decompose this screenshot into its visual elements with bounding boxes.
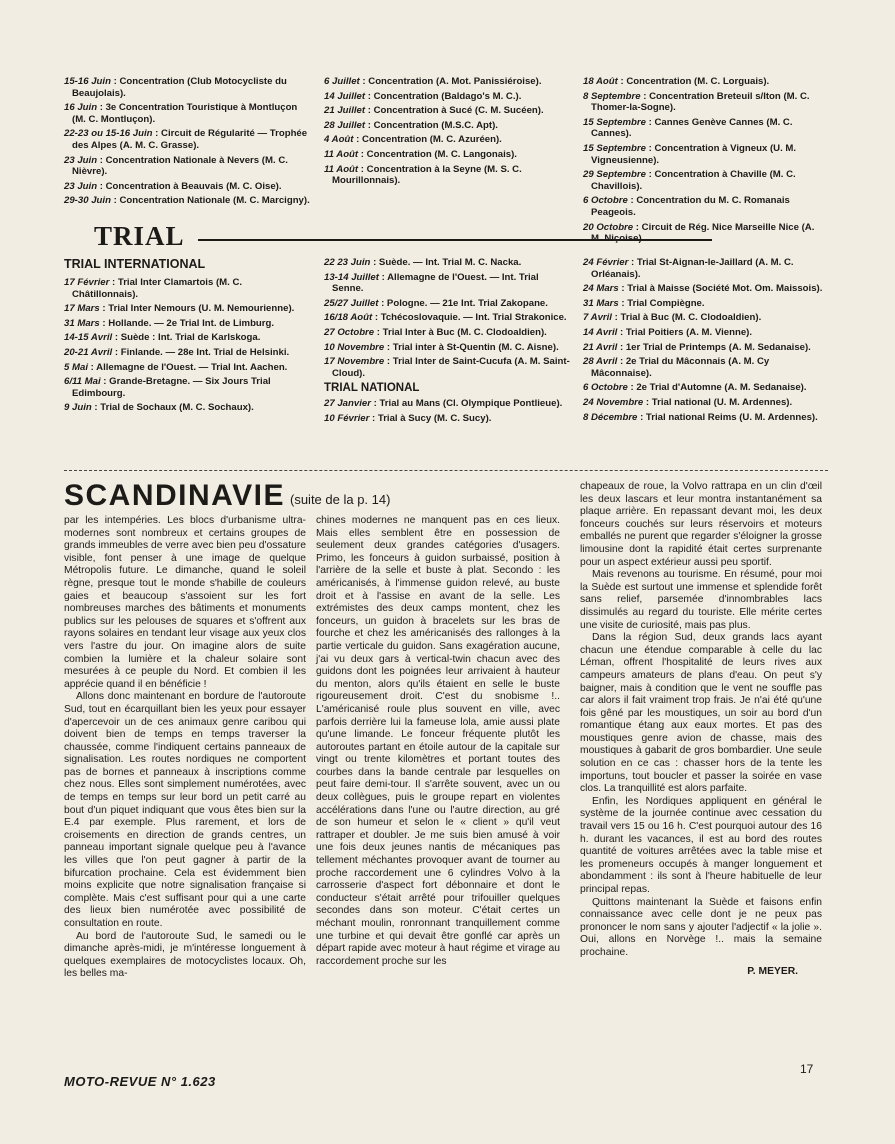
entry-date: 5 Mai xyxy=(64,361,88,373)
entry-date: 4 Août xyxy=(324,134,354,146)
entry-text: : Grande-Bretagne. — Six Jours Trial Edimbourg. xyxy=(72,376,271,399)
entry-date: 10 Février xyxy=(324,412,370,424)
entry-date: 31 Mars xyxy=(64,317,100,329)
calendar-entry xyxy=(64,155,310,178)
entry-text: : Allemagne de l'Ouest. — Trial Int. Aachen. xyxy=(88,361,288,373)
calendar-entry xyxy=(324,312,570,324)
entry-date: 22 23 Juin xyxy=(324,257,371,268)
entry-date: 24 Mars xyxy=(583,283,619,295)
entry-date: 25/27 Juillet xyxy=(324,297,379,309)
article-paragraph: Quittons maintenant la Suède et faisons enfin connaissance avec celle dont je ne peux pas prononcer le nom sans y ajouter l'adjectif « la jolie ». Oui, allons en Norvège !.. mais la semaine prochaine. xyxy=(580,896,822,958)
entry-date: 11 Août xyxy=(324,148,359,160)
entry-text: : Suède. — Int. Trial M. C. Nacka. xyxy=(370,257,522,268)
entry-text: : Concentration (M. C. Langonais). xyxy=(358,148,517,160)
entry-date: 15 Septembre xyxy=(583,142,646,154)
calendar-entry xyxy=(64,362,310,374)
calendar-entry xyxy=(64,332,310,344)
article-paragraph: par les intempéries. Les blocs d'urbanisme ultra-modernes sont nombreux et certains groupes de grands immeubles de verre avec bien peu d'ossature visible, font penser à une image de quelque Métropolis future. Le dimanche, quand le soleil règne, presque tout le monde s'habille de couleurs gaies et beaucoup s'assoient sur les fort nombreuses marches des bâtiments et monuments publics sur les pelouses de squares et s'offrent aux rayons solaires en tendant leur visage aux yeux clos vers l'astre du jour. On imagine alors de suite combien la lumière et la chaleur solaire sont mesurées à ce peuple du Nord. Et combien il les apprécie quand il en bénéficie ! xyxy=(64,515,306,690)
entry-text: : Concentration à Vigneux (U. M. Vigneusienne). xyxy=(591,142,797,166)
entry-date: 18 Août xyxy=(583,76,618,87)
entry-text: : 1er Trial de Printemps (A. M. Sedanaise). xyxy=(617,341,811,353)
article-column-1 xyxy=(64,515,306,981)
calendar-entry xyxy=(324,120,570,132)
entry-date: 17 Novembre xyxy=(324,356,385,368)
entry-date: 6 Juillet xyxy=(324,76,360,87)
calendar-entry xyxy=(64,181,310,193)
entry-text: : Concentration (M. C. Lorguais). xyxy=(617,76,770,87)
trial-international-column-2 xyxy=(324,257,570,428)
concentration-column-3 xyxy=(583,76,823,248)
calendar-entry xyxy=(583,283,823,295)
entry-date: 10 Novembre xyxy=(324,341,385,353)
calendar-entry xyxy=(64,376,310,399)
article-paragraph: chines modernes ne manquent pas en ces lieux. Mais elles semblent être en possession de seulement deux grandes catégories d'usagers. Primo, les fonceurs à guidon surbaissé, position à l'arrière de la selle et buste à plat. Secondo : les américanisés, à l'immense guidon relevé, au buste droit et à l'assise en avant de la selle. Les extrémistes des deux camps montent, chez les fonceurs, un guidon à bracelets sur les bras de fourche et chez les américanisés des rallonges à la partie verticale du guidon. Sans exagération aucune, j'ai vu deux gars à vertical-twin chacun avec des guidons dont les poignées leur arrivaient à hauteur du menton, alors qu'ils étaient en selle le buste rigoureusement droit. C'est du snobisme !.. L'américanisé roule plus souvent en ville, avec parfois derrière lui la fameuse lola, amie aussi plate qu'une limande. Le fonceur fréquente plutôt les autoroutes partant en étoile autour de la capitale sur vingt ou trente kilomètres et portant toutes des courbes dans la bande centrale par lesquelles on peut faire demi-tour. Il s'arrête souvent, avec un ou deux collègues, puis le groupe repart en violentes accélérations dans l'une ou l'autre direction, au gré de son humeur et selon le « client » qu'il veut rattraper et doubler. Je me suis bien amusé à voir une fois deux jeunes nantis de mécaniques pas tellement méchantes provoquer avant de tourner au proche raccordement une 6 cylindres Volvo à la carrosserie d'aspect fort débonnaire et dont le conducteur s'était arrêté pour trifouiller quelques secondes dans son moteur. C'était certes un méchant moulin, ronronnant tranquillement comme une turbine et qui devait être gonflé car après un départ rapide avec moteur à haut régime et virage au raccordement proche sur les xyxy=(316,515,560,967)
calendar-entry xyxy=(583,195,823,218)
trial-national-column-3 xyxy=(583,257,823,426)
calendar-entry xyxy=(64,347,310,359)
entry-date: 28 Avril xyxy=(583,356,618,368)
entry-date: 24 Novembre xyxy=(583,396,644,408)
calendar-entry xyxy=(324,298,570,310)
entry-text: : Hollande. — 2e Trial Int. de Limburg. xyxy=(99,317,275,329)
entry-date: 21 Juillet xyxy=(324,105,366,117)
entry-text: : Tchécoslovaquie. — Int. Trial Strakonice. xyxy=(372,312,567,324)
article-paragraph: Allons donc maintenant en bordure de l'autoroute Sud, tout en écarquillant bien les yeux pour essayer d'apercevoir un de ces animaux genre caribou qui doivent bien de temps en temps traverser la chaussée, comme l'indiquent certains panneaux de signalisation. Les routes nordiques ne comportent pas de bornes et panneaux à inscriptions comme chez nous. Elles sont simplement numérotées, avec de temps en temps sur leur bord un petit carré au bout d'un piquet indiquant que vous êtes bien sur la E.4 par exemple. Plus rarement, et lors de croisements en direction de grands centres, un panneau important signale quelque peu à l'avance les villes que l'on peut gagner à partir de la bifurcation prochaine. Cela est évidemment bien moins explicite que notre signalisation française si complète. Mais c'est suffisant pour qui a une carte des lieux bien numérotée avec possibilité de consultation en route. xyxy=(64,691,306,929)
entry-date: 16 Juin xyxy=(64,102,98,114)
entry-text: : Circuit de Régularité — Trophée des Alpes (A. M. C. Grasse). xyxy=(72,128,308,151)
calendar-entry xyxy=(324,272,570,295)
entry-text: : Concentration Nationale (M. C. Marcigny). xyxy=(110,195,310,207)
entry-date: 29 Septembre xyxy=(583,169,646,181)
entry-text: : Trial inter à St-Quentin (M. C. Aisne). xyxy=(384,341,559,353)
article-subtitle: (suite de la p. 14) xyxy=(290,492,391,507)
article-paragraph: Enfin, les Nordiques appliquent en général le système de la journée continue avec cessation du travail vers 15 ou 16 h. C'est pourquoi autour des 16 h. durant les vacances, il est au bord des routes quantité de voitures arrêtées avec la table mise et les promeneurs occupés à manger longuement et abondamment : ils sont à l'heure habituelle de leur principal repas. xyxy=(580,795,822,895)
trial-international-heading: TRIAL INTERNATIONAL xyxy=(64,257,206,271)
calendar-entry xyxy=(583,382,823,394)
trial-title-rule xyxy=(198,239,712,241)
entry-date: 6 Octobre xyxy=(583,195,628,207)
entry-date: 14-15 Avril xyxy=(64,332,113,344)
entry-text: : Trial Inter de Saint-Cucufa (A. M. Saint-Cloud). xyxy=(332,356,570,379)
calendar-entry xyxy=(64,128,310,151)
calendar-entry xyxy=(324,413,570,425)
entry-date: 17 Mars xyxy=(64,303,100,315)
entry-date: 27 Janvier xyxy=(324,398,371,410)
entry-date: 20 Octobre xyxy=(583,221,634,233)
calendar-entry xyxy=(324,398,570,410)
calendar-entry xyxy=(64,402,310,414)
entry-text: : Trial de Sochaux (M. C. Sochaux). xyxy=(91,402,254,414)
entry-date: 31 Mars xyxy=(583,297,619,309)
entry-text: : Concentration (Club Motocycliste du Beaujolais). xyxy=(72,76,287,99)
entry-text: : Cannes Genève Cannes (M. C. Cannes). xyxy=(591,116,793,140)
entry-text: : Concentration à Chaville (M. C. Chavillois). xyxy=(591,169,796,192)
calendar-entry xyxy=(324,134,570,146)
calendar-entry xyxy=(583,169,823,192)
calendar-entry xyxy=(583,257,823,280)
calendar-entry xyxy=(583,298,823,310)
article-paragraph: chapeaux de roue, la Volvo rattrapa en un clin d'œil les deux lascars et leur montra instantanément sa plaque arrière. En repassant devant moi, les deux fonceurs couchés sur leurs réservoirs et moteurs emballés ne purent que regarder s'éloigner la grosse limousine dont la rapidité était certes surprenante pour un aspect extérieur aussi peu sportif. xyxy=(580,481,822,568)
calendar-entry xyxy=(64,76,310,99)
entry-text: : Trial à Buc (M. C. Clodoaldien). xyxy=(611,312,762,324)
article-title: SCANDINAVIE xyxy=(64,479,285,512)
calendar-entry xyxy=(324,105,570,117)
entry-date: 17 Février xyxy=(64,277,110,288)
entry-date: 6/11 Mai xyxy=(64,376,101,388)
entry-text: : Trial à Maisse (Société Mot. Om. Maissois). xyxy=(618,283,823,295)
calendar-entry xyxy=(583,412,823,424)
entry-date: 8 Septembre xyxy=(583,90,641,102)
entry-text: : Trial au Mans (Cl. Olympique Pontlieue). xyxy=(370,398,563,410)
entry-text: : 3e Concentration Touristique à Montluçon (M. C. Montluçon). xyxy=(72,102,298,125)
page-number: 17 xyxy=(800,1062,814,1076)
article-signature: P. MEYER. xyxy=(747,965,798,977)
section-divider xyxy=(64,470,828,471)
entry-date: 27 Octobre xyxy=(324,326,375,338)
entry-text: : Trial national Reims (U. M. Ardennes). xyxy=(637,411,818,423)
entry-text: : Concentration Nationale à Nevers (M. C. Nièvre). xyxy=(72,154,288,178)
entry-date: 29-30 Juin xyxy=(64,195,111,207)
calendar-entry xyxy=(324,342,570,354)
entry-date: 16/18 Août xyxy=(324,312,373,324)
calendar-entry xyxy=(324,76,570,88)
entry-text: : Concentration (M.S.C. Apt). xyxy=(365,119,498,131)
article-paragraph: Dans la région Sud, deux grands lacs ayant chacun une étendue comparable à celle du lac Léman, offrent l'hospitalité de leurs rives aux campeurs amateurs de plans d'eau. On peut s'y baigner, mais à condition que le vent ne souffle pas car alors il fait vraiment trop frais. Je n'ai été qu'une fois gêné par les moustiques, un soir au bord d'un romantique étang aux eaux mortes. Et pas des moustiques genre avion de chasse, mais des moustiques à gabarit de gros bombardier. Une seule solution en ce cas : chasser hors de la tente les importuns, tout boucler et passer la soirée en vase clos. La tranquillité est alors parfaite. xyxy=(580,632,822,795)
entry-date: 24 Février xyxy=(583,257,629,268)
calendar-entry xyxy=(583,222,823,245)
entry-text: : Allemagne de l'Ouest. — Int. Trial Senne. xyxy=(332,271,539,295)
article-paragraph: Au bord de l'autoroute Sud, le samedi ou le dimanche après-midi, je m'intéresse longuement à quelques exemplaires de motocyclistes locaux. Oh, les belles ma- xyxy=(64,930,306,980)
entry-date: 11 Août xyxy=(324,163,359,175)
entry-text: : Trial Inter à Buc (M. C. Clodoaldien). xyxy=(374,326,547,338)
entry-date: 20-21 Avril xyxy=(64,346,113,358)
entry-text: : Trial à Sucy (M. C. Sucy). xyxy=(369,412,492,424)
entry-text: : Concentration à Sucé (C. M. Sucéen). xyxy=(365,105,544,117)
entry-text: : Trial Inter Nemours (U. M. Nemourienne). xyxy=(99,303,295,315)
magazine-footer: MOTO-REVUE N° 1.623 xyxy=(64,1074,216,1089)
entry-text: : Circuit de Rég. Nice Marseille Nice (A. xyxy=(635,221,815,233)
calendar-entry xyxy=(64,318,310,330)
calendar-entry xyxy=(583,342,823,354)
entry-date: 8 Décembre xyxy=(583,411,638,423)
calendar-entry xyxy=(324,149,570,161)
entry-text: : Concentration (A. Mot. Panissiéroise). xyxy=(359,76,542,87)
entry-date: 15 Septembre xyxy=(583,116,646,128)
entry-text: : 2e Trial d'Automne (A. M. Sedanaise). xyxy=(627,382,807,394)
entry-date: 15-16 Juin xyxy=(64,76,111,87)
concentration-column-1 xyxy=(64,76,310,210)
entry-date: 23 Juin xyxy=(64,180,98,192)
article-paragraph: Mais revenons au tourisme. En résumé, pour moi la Suède est surtout une immense et splendide forêt sans relief, parsemée d'innombrables lacs dissimulés au regard du touriste. Elle mérite certes une visite de curiosité, mais pas plus. xyxy=(580,569,822,631)
entry-date: 21 Avril xyxy=(583,341,618,353)
calendar-entry xyxy=(583,143,823,166)
calendar-entry xyxy=(324,164,570,187)
entry-text: : Trial Compiègne. xyxy=(618,297,705,309)
calendar-entry xyxy=(324,257,570,269)
article-column-2 xyxy=(316,515,560,968)
calendar-entry xyxy=(324,327,570,339)
entry-date: 14 Avril xyxy=(583,326,618,338)
trial-national-heading: TRIAL NATIONAL xyxy=(324,382,420,395)
entry-text: : Suède : Int. Trial de Karlskoga. xyxy=(112,332,261,344)
entry-text: : Trial national (U. M. Ardennes). xyxy=(643,396,793,408)
entry-text: : 2e Trial du Mâconnais (A. M. Cy Mâconnaise). xyxy=(591,356,770,379)
article-column-3 xyxy=(580,481,822,978)
calendar-entry xyxy=(64,195,310,207)
entry-text: : Trial Poitiers (A. M. Vienne). xyxy=(617,326,753,338)
entry-date: 9 Juin xyxy=(64,402,92,414)
calendar-entry xyxy=(324,356,570,379)
calendar-entry xyxy=(583,327,823,339)
entry-text: : Trial Inter Clamartois (M. C. Châtillonnais). xyxy=(72,277,243,300)
trial-international-column-1 xyxy=(64,257,310,417)
entry-text: : Concentration Breteuil s/Iton (M. C. Thomer-la-Sogne). xyxy=(591,90,810,114)
entry-date: 13-14 Juillet xyxy=(324,271,379,283)
entry-date: 6 Octobre xyxy=(583,382,628,394)
entry-text: : Concentration du M. C. Romanais Peageois. xyxy=(591,195,790,218)
entry-date: 28 Juillet xyxy=(324,119,366,131)
calendar-entry xyxy=(64,277,310,300)
entry-date: 23 Juin xyxy=(64,154,98,166)
trial-section-title: TRIAL xyxy=(94,221,185,251)
entry-text: : Trial St-Aignan-le-Jaillard (A. M. C. Orléanais). xyxy=(591,257,794,280)
calendar-entry xyxy=(583,91,823,114)
entry-text: : Concentration (M. C. Azuréen). xyxy=(353,134,502,146)
calendar-entry xyxy=(583,76,823,88)
entry-date: 7 Avril xyxy=(583,312,612,324)
entry-text: : Pologne. — 21e Int. Trial Zakopane. xyxy=(378,297,548,309)
calendar-entry xyxy=(583,117,823,140)
entry-text: : Finlande. — 28e Int. Trial de Helsinki. xyxy=(112,346,290,358)
entry-text: : Concentration à Beauvais (M. C. Oise). xyxy=(97,180,282,192)
concentration-column-2 xyxy=(324,76,570,190)
entry-date: 22-23 ou 15-16 Juin xyxy=(64,128,153,140)
entry-date: 14 Juillet xyxy=(324,90,366,102)
calendar-entry xyxy=(583,356,823,379)
entry-text: : Concentration (Baldago's M. C.). xyxy=(365,90,522,102)
calendar-entry xyxy=(324,91,570,103)
calendar-entry xyxy=(64,303,310,315)
calendar-entry xyxy=(64,102,310,125)
entry-text: : Concentration à la Seyne (M. S. C. Mourillonnais). xyxy=(332,163,522,187)
calendar-entry xyxy=(583,397,823,409)
calendar-entry xyxy=(583,312,823,324)
